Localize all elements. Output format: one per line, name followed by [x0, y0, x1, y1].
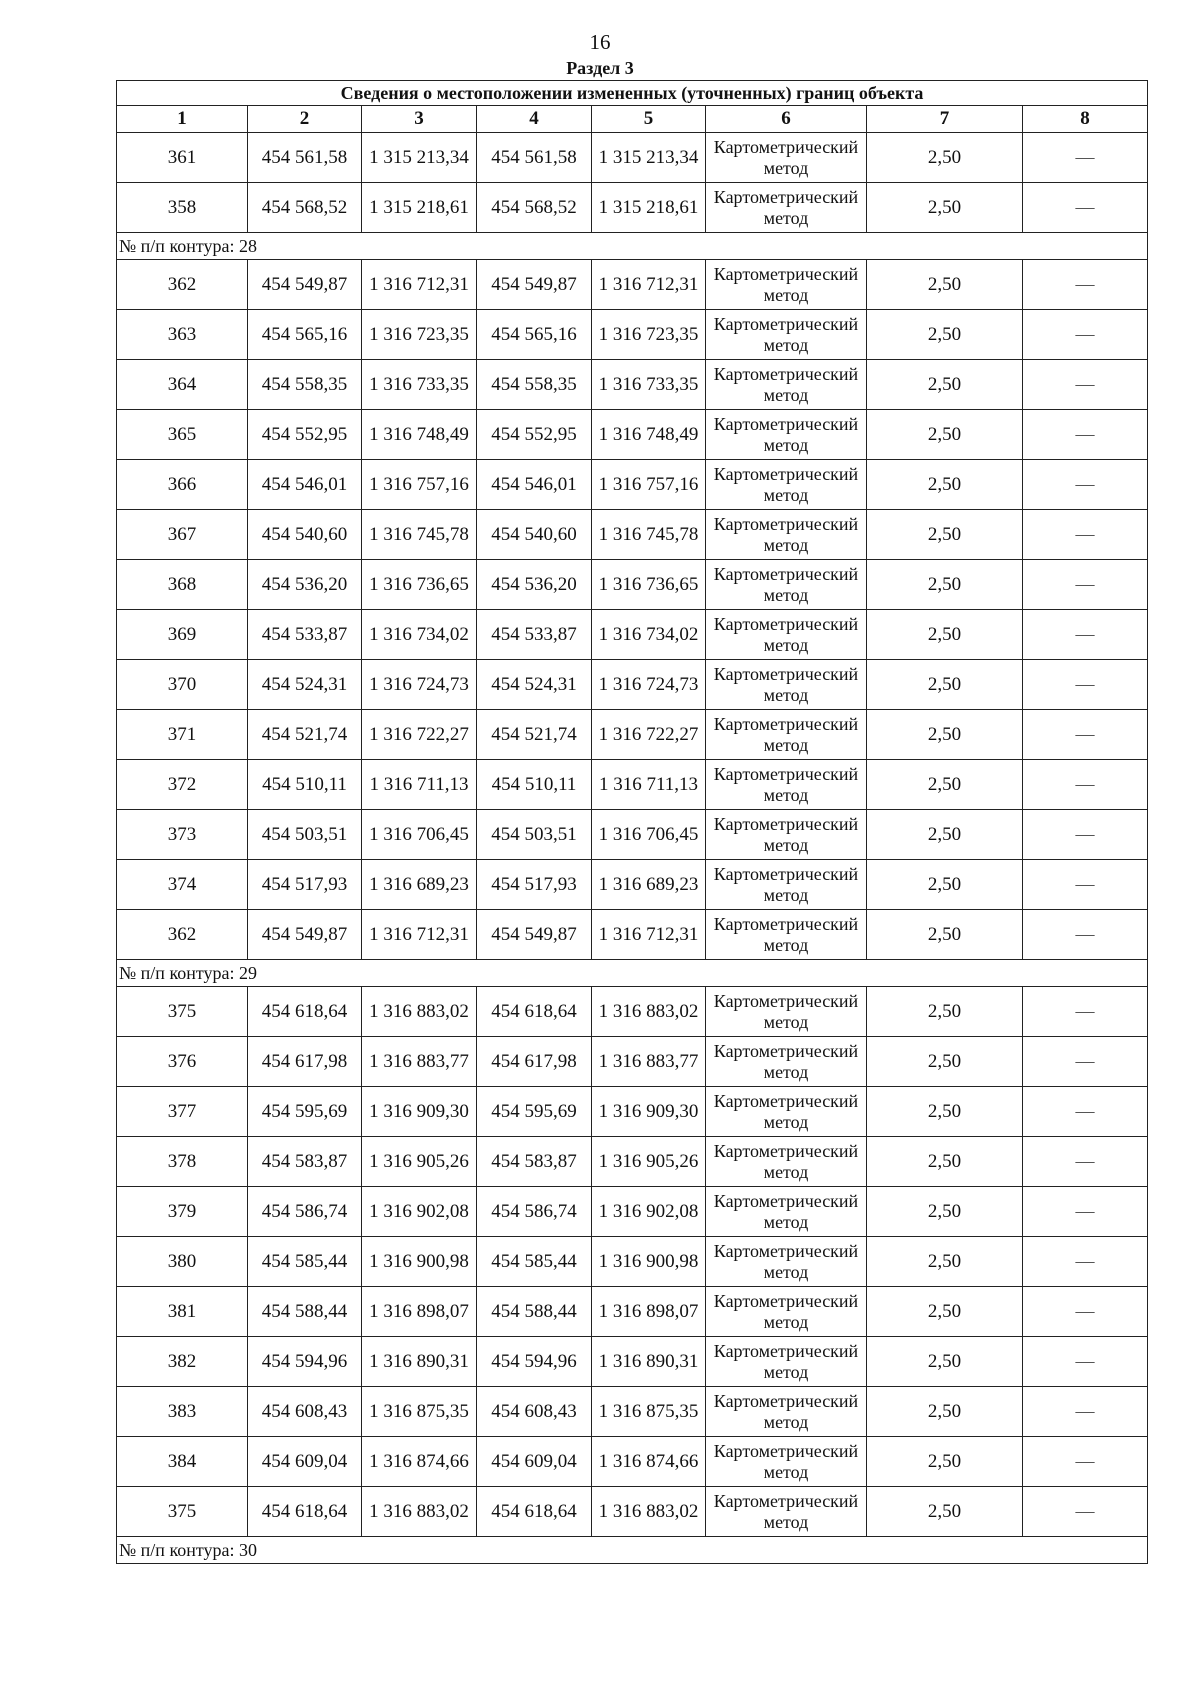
table-row: [117, 1087, 1148, 1137]
y-coordinate-new: 1 316 722,27: [592, 710, 706, 760]
table-row: [117, 1237, 1148, 1287]
x-coordinate-new: 454 609,04: [477, 1437, 592, 1487]
accuracy: 2,50: [867, 760, 1023, 810]
y-coordinate-old: 1 316 711,13: [362, 760, 477, 810]
point-number: 378: [117, 1137, 248, 1187]
x-coordinate-old: 454 536,20: [248, 560, 362, 610]
extra-info: —: [1023, 360, 1148, 410]
table-row: [117, 610, 1148, 660]
extra-info: —: [1023, 1237, 1148, 1287]
x-coordinate-new: 454 608,43: [477, 1387, 592, 1437]
x-coordinate-old: 454 609,04: [248, 1437, 362, 1487]
accuracy: 2,50: [867, 860, 1023, 910]
y-coordinate-old: 1 316 706,45: [362, 810, 477, 860]
point-number: 361: [117, 133, 248, 183]
accuracy: 2,50: [867, 1437, 1023, 1487]
determination-method: Картометрический метод: [706, 510, 867, 560]
x-coordinate-new: 454 510,11: [477, 760, 592, 810]
extra-info: —: [1023, 1137, 1148, 1187]
x-coordinate-old: 454 503,51: [248, 810, 362, 860]
x-coordinate-old: 454 549,87: [248, 910, 362, 960]
determination-method: Картометрический метод: [706, 1437, 867, 1487]
x-coordinate-new: 454 595,69: [477, 1087, 592, 1137]
accuracy: 2,50: [867, 1487, 1023, 1537]
x-coordinate-new: 454 533,87: [477, 610, 592, 660]
accuracy: 2,50: [867, 1087, 1023, 1137]
y-coordinate-old: 1 316 909,30: [362, 1087, 477, 1137]
point-number: 364: [117, 360, 248, 410]
accuracy: 2,50: [867, 1287, 1023, 1337]
x-coordinate-new: 454 503,51: [477, 810, 592, 860]
determination-method: Картометрический метод: [706, 560, 867, 610]
x-coordinate-old: 454 552,95: [248, 410, 362, 460]
x-coordinate-old: 454 565,16: [248, 310, 362, 360]
accuracy: 2,50: [867, 310, 1023, 360]
point-number: 362: [117, 910, 248, 960]
point-number: 377: [117, 1087, 248, 1137]
accuracy: 2,50: [867, 510, 1023, 560]
contour-label: № п/п контура: 28: [117, 233, 1148, 260]
point-number: 370: [117, 660, 248, 710]
accuracy: 2,50: [867, 710, 1023, 760]
determination-method: Картометрический метод: [706, 1137, 867, 1187]
x-coordinate-new: 454 585,44: [477, 1237, 592, 1287]
point-number: 358: [117, 183, 248, 233]
point-number: 368: [117, 560, 248, 610]
point-number: 373: [117, 810, 248, 860]
x-coordinate-new: 454 588,44: [477, 1287, 592, 1337]
determination-method: Картометрический метод: [706, 1487, 867, 1537]
column-header: 4: [477, 106, 592, 133]
table-row: [117, 910, 1148, 960]
determination-method: Картометрический метод: [706, 660, 867, 710]
contour-label: № п/п контура: 30: [117, 1537, 1148, 1564]
point-number: 362: [117, 260, 248, 310]
table-row: [117, 460, 1148, 510]
x-coordinate-old: 454 585,44: [248, 1237, 362, 1287]
table-body: [117, 133, 1148, 1564]
x-coordinate-new: 454 549,87: [477, 260, 592, 310]
x-coordinate-new: 454 558,35: [477, 360, 592, 410]
x-coordinate-old: 454 546,01: [248, 460, 362, 510]
x-coordinate-new: 454 594,96: [477, 1337, 592, 1387]
x-coordinate-old: 454 521,74: [248, 710, 362, 760]
table-row: [117, 183, 1148, 233]
table-row: [117, 133, 1148, 183]
y-coordinate-old: 1 316 734,02: [362, 610, 477, 660]
column-header: 1: [117, 106, 248, 133]
accuracy: 2,50: [867, 810, 1023, 860]
y-coordinate-old: 1 316 745,78: [362, 510, 477, 560]
y-coordinate-new: 1 316 689,23: [592, 860, 706, 910]
point-number: 374: [117, 860, 248, 910]
x-coordinate-new: 454 536,20: [477, 560, 592, 610]
x-coordinate-new: 454 583,87: [477, 1137, 592, 1187]
extra-info: —: [1023, 710, 1148, 760]
table-row: [117, 510, 1148, 560]
table-caption: Сведения о местоположении измененных (уточненных) границ объекта: [117, 81, 1148, 106]
column-header: 6: [706, 106, 867, 133]
y-coordinate-old: 1 316 723,35: [362, 310, 477, 360]
determination-method: Картометрический метод: [706, 610, 867, 660]
determination-method: Картометрический метод: [706, 410, 867, 460]
y-coordinate-old: 1 316 890,31: [362, 1337, 477, 1387]
accuracy: 2,50: [867, 183, 1023, 233]
y-coordinate-new: 1 316 883,02: [592, 987, 706, 1037]
y-coordinate-old: 1 316 874,66: [362, 1437, 477, 1487]
extra-info: —: [1023, 660, 1148, 710]
y-coordinate-new: 1 316 875,35: [592, 1387, 706, 1437]
accuracy: 2,50: [867, 610, 1023, 660]
determination-method: Картометрический метод: [706, 133, 867, 183]
y-coordinate-old: 1 315 218,61: [362, 183, 477, 233]
determination-method: Картометрический метод: [706, 1287, 867, 1337]
determination-method: Картометрический метод: [706, 1337, 867, 1387]
y-coordinate-new: 1 316 736,65: [592, 560, 706, 610]
accuracy: 2,50: [867, 260, 1023, 310]
table-row: [117, 1387, 1148, 1437]
contour-separator-row: [117, 233, 1148, 260]
point-number: 375: [117, 1487, 248, 1537]
y-coordinate-new: 1 316 900,98: [592, 1237, 706, 1287]
extra-info: —: [1023, 1037, 1148, 1087]
accuracy: 2,50: [867, 460, 1023, 510]
determination-method: Картометрический метод: [706, 360, 867, 410]
y-coordinate-new: 1 315 218,61: [592, 183, 706, 233]
x-coordinate-new: 454 524,31: [477, 660, 592, 710]
table-row: [117, 1137, 1148, 1187]
table-row: [117, 987, 1148, 1037]
y-coordinate-new: 1 316 712,31: [592, 910, 706, 960]
extra-info: —: [1023, 860, 1148, 910]
extra-info: —: [1023, 183, 1148, 233]
table-row: [117, 410, 1148, 460]
point-number: 369: [117, 610, 248, 660]
extra-info: —: [1023, 133, 1148, 183]
accuracy: 2,50: [867, 987, 1023, 1037]
accuracy: 2,50: [867, 1037, 1023, 1087]
point-number: 363: [117, 310, 248, 360]
x-coordinate-old: 454 617,98: [248, 1037, 362, 1087]
y-coordinate-new: 1 316 748,49: [592, 410, 706, 460]
extra-info: —: [1023, 310, 1148, 360]
extra-info: —: [1023, 1337, 1148, 1387]
y-coordinate-new: 1 316 724,73: [592, 660, 706, 710]
y-coordinate-new: 1 316 909,30: [592, 1087, 706, 1137]
x-coordinate-old: 454 618,64: [248, 1487, 362, 1537]
y-coordinate-new: 1 316 734,02: [592, 610, 706, 660]
table-row: [117, 1037, 1148, 1087]
y-coordinate-new: 1 316 874,66: [592, 1437, 706, 1487]
accuracy: 2,50: [867, 1387, 1023, 1437]
extra-info: —: [1023, 1387, 1148, 1437]
accuracy: 2,50: [867, 660, 1023, 710]
y-coordinate-new: 1 316 745,78: [592, 510, 706, 560]
point-number: 376: [117, 1037, 248, 1087]
table-row: [117, 810, 1148, 860]
x-coordinate-old: 454 561,58: [248, 133, 362, 183]
contour-label: № п/п контура: 29: [117, 960, 1148, 987]
x-coordinate-old: 454 524,31: [248, 660, 362, 710]
accuracy: 2,50: [867, 1187, 1023, 1237]
point-number: 384: [117, 1437, 248, 1487]
y-coordinate-old: 1 316 900,98: [362, 1237, 477, 1287]
point-number: 365: [117, 410, 248, 460]
determination-method: Картометрический метод: [706, 1187, 867, 1237]
determination-method: Картометрический метод: [706, 860, 867, 910]
accuracy: 2,50: [867, 410, 1023, 460]
column-header: 3: [362, 106, 477, 133]
extra-info: —: [1023, 1187, 1148, 1237]
table-row: [117, 1437, 1148, 1487]
determination-method: Картометрический метод: [706, 1087, 867, 1137]
y-coordinate-old: 1 316 898,07: [362, 1287, 477, 1337]
determination-method: Картометрический метод: [706, 260, 867, 310]
y-coordinate-new: 1 316 902,08: [592, 1187, 706, 1237]
extra-info: —: [1023, 510, 1148, 560]
accuracy: 2,50: [867, 560, 1023, 610]
point-number: 381: [117, 1287, 248, 1337]
x-coordinate-new: 454 549,87: [477, 910, 592, 960]
y-coordinate-old: 1 316 712,31: [362, 260, 477, 310]
x-coordinate-old: 454 549,87: [248, 260, 362, 310]
determination-method: Картометрический метод: [706, 760, 867, 810]
accuracy: 2,50: [867, 360, 1023, 410]
y-coordinate-new: 1 316 706,45: [592, 810, 706, 860]
point-number: 366: [117, 460, 248, 510]
contour-separator-row: [117, 960, 1148, 987]
x-coordinate-new: 454 517,93: [477, 860, 592, 910]
point-number: 383: [117, 1387, 248, 1437]
column-header: 7: [867, 106, 1023, 133]
x-coordinate-new: 454 618,64: [477, 987, 592, 1037]
accuracy: 2,50: [867, 1237, 1023, 1287]
accuracy: 2,50: [867, 133, 1023, 183]
x-coordinate-new: 454 540,60: [477, 510, 592, 560]
y-coordinate-old: 1 316 875,35: [362, 1387, 477, 1437]
x-coordinate-new: 454 568,52: [477, 183, 592, 233]
y-coordinate-new: 1 316 898,07: [592, 1287, 706, 1337]
y-coordinate-old: 1 316 733,35: [362, 360, 477, 410]
extra-info: —: [1023, 410, 1148, 460]
y-coordinate-new: 1 316 757,16: [592, 460, 706, 510]
point-number: 372: [117, 760, 248, 810]
table-row: [117, 560, 1148, 610]
table-row: [117, 1287, 1148, 1337]
column-header: 5: [592, 106, 706, 133]
y-coordinate-new: 1 316 723,35: [592, 310, 706, 360]
y-coordinate-new: 1 315 213,34: [592, 133, 706, 183]
accuracy: 2,50: [867, 1137, 1023, 1187]
y-coordinate-new: 1 316 733,35: [592, 360, 706, 410]
determination-method: Картометрический метод: [706, 310, 867, 360]
table-row: [117, 1187, 1148, 1237]
x-coordinate-old: 454 608,43: [248, 1387, 362, 1437]
y-coordinate-old: 1 316 736,65: [362, 560, 477, 610]
y-coordinate-old: 1 316 748,49: [362, 410, 477, 460]
y-coordinate-old: 1 316 883,02: [362, 1487, 477, 1537]
x-coordinate-old: 454 595,69: [248, 1087, 362, 1137]
extra-info: —: [1023, 810, 1148, 860]
extra-info: —: [1023, 610, 1148, 660]
y-coordinate-old: 1 316 689,23: [362, 860, 477, 910]
y-coordinate-old: 1 316 883,77: [362, 1037, 477, 1087]
determination-method: Картометрический метод: [706, 183, 867, 233]
point-number: 379: [117, 1187, 248, 1237]
point-number: 382: [117, 1337, 248, 1387]
extra-info: —: [1023, 1287, 1148, 1337]
table-row: [117, 1487, 1148, 1537]
point-number: 375: [117, 987, 248, 1037]
x-coordinate-new: 454 521,74: [477, 710, 592, 760]
determination-method: Картометрический метод: [706, 987, 867, 1037]
point-number: 380: [117, 1237, 248, 1287]
table-row: [117, 310, 1148, 360]
y-coordinate-old: 1 316 722,27: [362, 710, 477, 760]
column-number-row: [117, 106, 1148, 133]
y-coordinate-old: 1 316 724,73: [362, 660, 477, 710]
determination-method: Картометрический метод: [706, 710, 867, 760]
x-coordinate-old: 454 540,60: [248, 510, 362, 560]
x-coordinate-new: 454 561,58: [477, 133, 592, 183]
determination-method: Картометрический метод: [706, 910, 867, 960]
determination-method: Картометрический метод: [706, 1237, 867, 1287]
section-title: Раздел 3: [566, 58, 634, 78]
x-coordinate-new: 454 618,64: [477, 1487, 592, 1537]
extra-info: —: [1023, 260, 1148, 310]
contour-separator-row: [117, 1537, 1148, 1564]
x-coordinate-new: 454 617,98: [477, 1037, 592, 1087]
table-row: [117, 710, 1148, 760]
table-row: [117, 660, 1148, 710]
y-coordinate-old: 1 316 757,16: [362, 460, 477, 510]
table-row: [117, 1337, 1148, 1387]
y-coordinate-new: 1 316 890,31: [592, 1337, 706, 1387]
column-header: 2: [248, 106, 362, 133]
y-coordinate-old: 1 316 883,02: [362, 987, 477, 1037]
extra-info: —: [1023, 1437, 1148, 1487]
boundary-coordinates-table: [116, 80, 1148, 1564]
accuracy: 2,50: [867, 1337, 1023, 1387]
x-coordinate-old: 454 594,96: [248, 1337, 362, 1387]
x-coordinate-new: 454 565,16: [477, 310, 592, 360]
x-coordinate-new: 454 552,95: [477, 410, 592, 460]
y-coordinate-new: 1 316 712,31: [592, 260, 706, 310]
determination-method: Картометрический метод: [706, 1037, 867, 1087]
extra-info: —: [1023, 910, 1148, 960]
x-coordinate-old: 454 618,64: [248, 987, 362, 1037]
x-coordinate-old: 454 510,11: [248, 760, 362, 810]
x-coordinate-old: 454 583,87: [248, 1137, 362, 1187]
extra-info: —: [1023, 1487, 1148, 1537]
y-coordinate-old: 1 316 905,26: [362, 1137, 477, 1187]
determination-method: Картометрический метод: [706, 460, 867, 510]
y-coordinate-old: 1 316 712,31: [362, 910, 477, 960]
y-coordinate-new: 1 316 711,13: [592, 760, 706, 810]
x-coordinate-old: 454 533,87: [248, 610, 362, 660]
point-number: 367: [117, 510, 248, 560]
x-coordinate-old: 454 517,93: [248, 860, 362, 910]
y-coordinate-new: 1 316 883,02: [592, 1487, 706, 1537]
x-coordinate-old: 454 588,44: [248, 1287, 362, 1337]
y-coordinate-new: 1 316 883,77: [592, 1037, 706, 1087]
table-row: [117, 860, 1148, 910]
y-coordinate-old: 1 316 902,08: [362, 1187, 477, 1237]
page-number: 16: [589, 30, 611, 54]
y-coordinate-old: 1 315 213,34: [362, 133, 477, 183]
table-row: [117, 360, 1148, 410]
x-coordinate-old: 454 568,52: [248, 183, 362, 233]
x-coordinate-new: 454 546,01: [477, 460, 592, 510]
extra-info: —: [1023, 760, 1148, 810]
x-coordinate-old: 454 558,35: [248, 360, 362, 410]
determination-method: Картометрический метод: [706, 1387, 867, 1437]
table-row: [117, 260, 1148, 310]
extra-info: —: [1023, 460, 1148, 510]
extra-info: —: [1023, 987, 1148, 1037]
table-row: [117, 760, 1148, 810]
x-coordinate-old: 454 586,74: [248, 1187, 362, 1237]
accuracy: 2,50: [867, 910, 1023, 960]
extra-info: —: [1023, 560, 1148, 610]
determination-method: Картометрический метод: [706, 810, 867, 860]
point-number: 371: [117, 710, 248, 760]
x-coordinate-new: 454 586,74: [477, 1187, 592, 1237]
y-coordinate-new: 1 316 905,26: [592, 1137, 706, 1187]
extra-info: —: [1023, 1087, 1148, 1137]
column-header: 8: [1023, 106, 1148, 133]
